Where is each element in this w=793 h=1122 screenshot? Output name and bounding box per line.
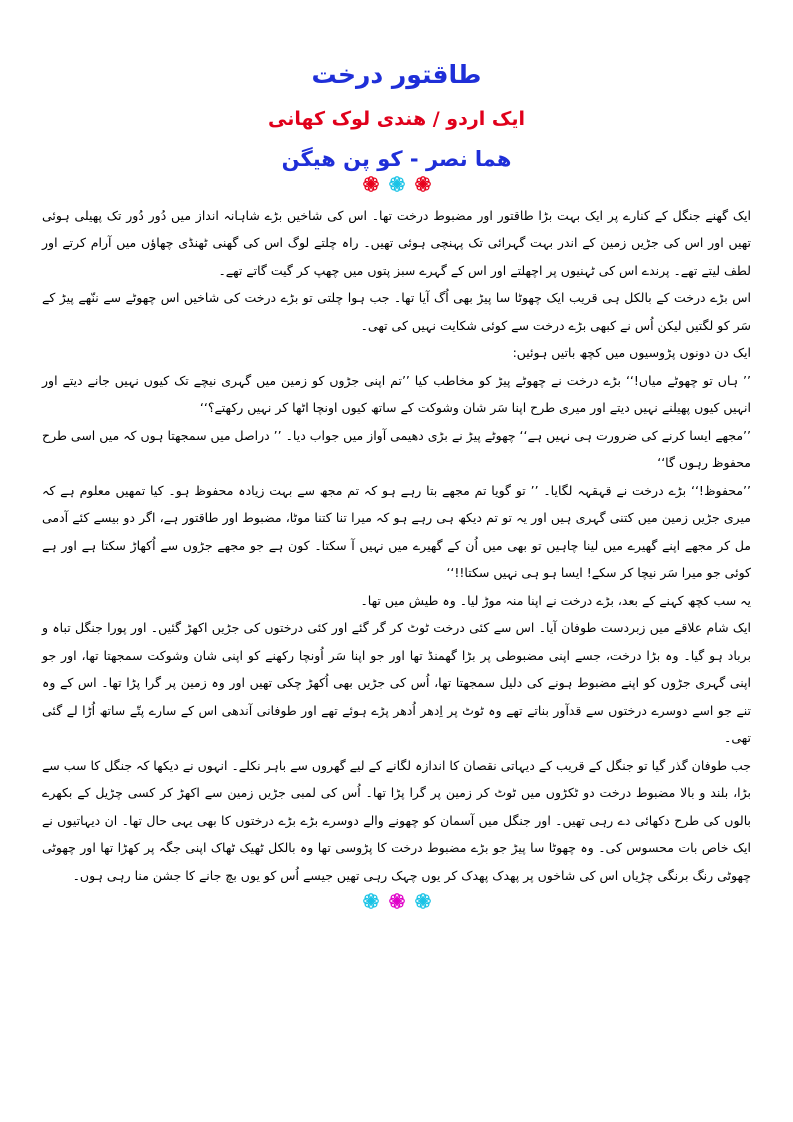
paragraph: اس بڑے درخت کے بالکل ہی قریب ایک چھوٹا سا پیڑ بھی اُگ آیا تھا۔ جب ہوا چلتی تو بڑے درخت کی شاخیں اس چھوٹے سے ننّھے پیڑ کے سَر کو لگتیں لیکن اُس نے کبھی بڑے درخت سے کوئی شکایت نہیں کی تھی۔ [42,290,751,333]
story-authors: ھما نصر - کو پن ھیگن [281,146,512,171]
paragraph: ’’ ہاں تو چھوٹے میاں!‘‘ بڑے درخت نے چھوٹے پیڑ کو مخاطب کیا ’’تم اپنی جڑوں کو زمین میں گہری نیچے تک کیوں نہیں جانے دیتے اور انہیں کیوں پھیلنے نہیں دیتے اور میری طرح اپنا سَر شان وشوکت کے ساتھ کیوں اونچا اٹھا کر نہیں رکھتے؟‘‘ [42,372,751,416]
paragraph: جب طوفان گذر گیا تو جنگل کے قریب کے دیہاتی نقصان کا اندازہ لگانے کے لیے گھروں سے باہر نکلے۔ انہوں نے دیکھا کہ جنگل کا سب سے بڑا، بلند و بالا مضبوط درخت دو ٹکڑوں میں ٹوٹ کر زمین پر گرا پڑا تھا۔ اُس کی لمبی جڑیں زمین سے اکھڑ کر کسی چڑیل کے بکھرے بالوں کی طرح دکھائی دے رہی تھیں۔ اور جنگل میں آسمان کو چھونے والے دوسرے بڑے بڑے درختوں کا بھی یہی حال تھا۔ ان دیہاتیوں نے ایک خاص بات محسوس کی۔ وہ چھوٹا سا پیڑ جو بڑے مضبوط درخت کا پڑوسی تھا وہ بالکل ٹھیک ٹھاک اپنی جگہ پر کھڑا تھا اور چھوٹی چھوٹی رنگ برنگی چڑیاں اس کی شاخوں پر پھدک پھدک کر یوں چہک رہی تھیں جیسے اُس کو یوں بچ جانے کا جشن منا رہی ہوں۔ [41,757,751,883]
ornament-row-top [42,176,751,194]
flower-ornament-icon [363,176,379,192]
flower-ornament-icon [389,893,405,909]
paragraph: ایک شام علاقے میں زبردست طوفان آیا۔ اس سے کئی درخت ٹوٹ کر گر گئے اور کئی درختوں کی جڑیں اکھڑ گئیں۔ اور پورا جنگل تباہ و برباد ہو گیا۔ وہ بڑا درخت، جسے اپنی مضبوطی پر بڑا گھمنڈ تھا اور جو اپنا سَر اُونچا رکھنے کو اپنی شان وشوکت سمجھتا تھا، اور جو اپنی گہری جڑوں کو اپنے مضبوط ہونے کی دلیل سمجھتا تھا، اُس کی جڑیں بھی اُکھڑ چکی تھیں اور وہ زمین پر گرا پڑا تھا۔ اس کے وہ تنے جو اسے دوسرے درختوں سے قدآور بناتے تھے وہ ٹوٹ پر اِدھر اُدھر پڑے ہوئے تھے اور طوفانی آندھی اس کے سارے پتّے ساتھ اُڑا لے گئی تھی۔ [42,620,751,746]
paragraph: ایک دن دونوں پڑوسیوں میں کچھ باتیں ہوئیں: [512,345,751,361]
flower-ornament-icon [389,176,405,192]
paragraph: ’’مجھے ایسا کرنے کی ضرورت ہی نہیں ہے‘‘ چھوٹے پیڑ نے بڑی دھیمی آواز میں جواب دیا۔ ’’ دراصل میں سمجھتا ہوں کہ میں اسی طرح محفوظ رہوں گا‘‘ [42,427,751,471]
paragraph: ایک گھنے جنگل کے کنارے پر ایک بہت بڑا طاقتور اور مضبوط درخت تھا۔ اس کی شاخیں بڑے شاہانہ انداز میں دُور دُور تک پھیلی ہوئی تھیں اور اس کی جڑیں زمین کے اندر بہت گہرائی تک پہنچی ہوئی تھیں۔ راہ چلتے لوگ اس کی گھنی ٹھنڈی چھاؤں میں آرام کرتے اور لطف لیتے تھے۔ پرندے اس کی ٹہنیوں پر اچھلتے اور اس کے گہرے سبز پتوں میں چھپ کر گیت گاتے تھے۔ [42,207,751,278]
paragraph: یہ سب کچھ کہنے کے بعد، بڑے درخت نے اپنا منہ موڑ لیا۔ وہ طیش میں تھا۔ [360,592,751,608]
story-subtitle: ایک اردو / ھندی لوک کھانی [267,108,526,130]
story-body [42,202,751,890]
flower-ornament-icon [415,176,431,192]
flower-ornament-icon [363,893,379,909]
ornament-row-bottom [42,893,751,911]
paragraph: ’’محفوظ!‘‘ بڑے درخت نے قہقہہ لگایا۔ ’’ تو گویا تم مجھے بتا رہے ہو کہ تم مجھ سے بہت زیادہ محفوظ ہو۔ کیا تمھیں معلوم ہے کہ میری جڑیں زمین میں کتنی گہری ہیں اور یہ تو تم دیکھ ہی رہے ہو کہ میرا تنا کتنا موٹا، مضبوط اور طاقتور ہے، اگر دو بیسے کئے آدمی مل کر مجھے اپنے گھیرے میں لینا چاہیں تو بھی میں اُن کے گھیرے میں نہیں آ سکتا۔ کون ہے جو مجھے جڑوں سے اُکھاڑ سکتا ہے اور ہے کوئی جو میرا سَر نیچا کر سکے! ایسا ہو ہی نہیں سکتا!!‘‘ [42,482,751,581]
flower-ornament-icon [415,893,431,909]
story-title: طاقتور درخت [311,60,482,89]
